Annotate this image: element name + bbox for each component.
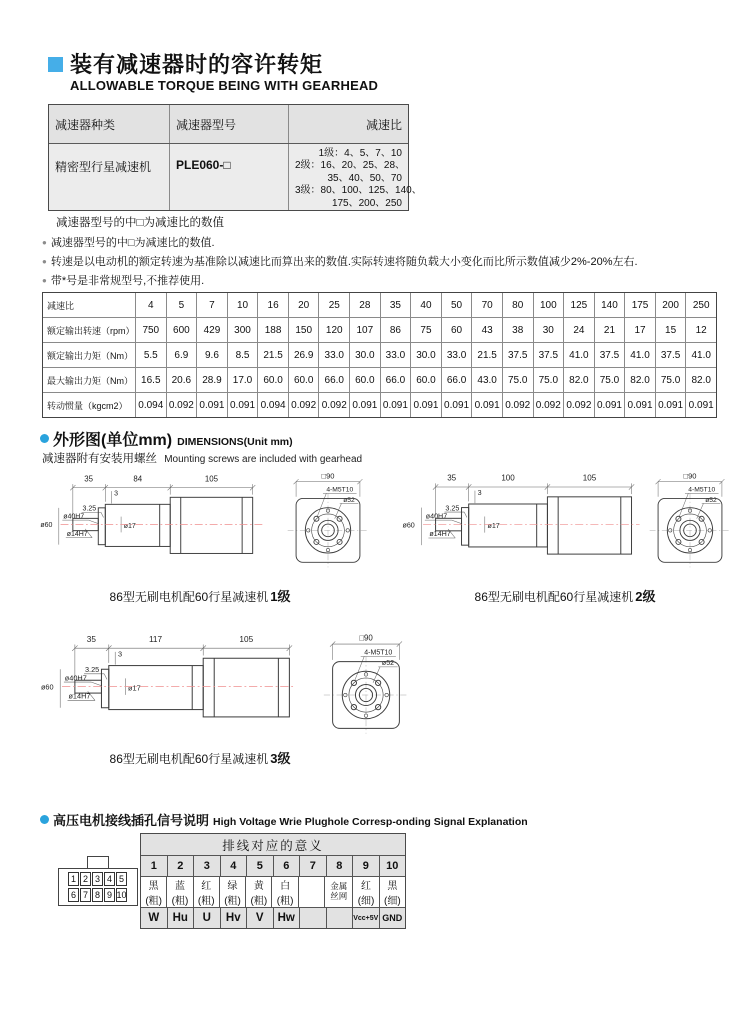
col-header-gearhead-model: 减速器型号 (169, 105, 288, 143)
signal-cell: Hu (167, 908, 194, 928)
spec-cell: 30.0 (410, 343, 441, 367)
spec-row-ratio (43, 293, 716, 317)
dim-mid: ø17 (487, 522, 500, 531)
section-dot-icon (40, 815, 49, 824)
front-view-drawing-stage2 (648, 468, 732, 586)
spec-cell: 30.0 (349, 343, 380, 367)
spec-cell: 10 (227, 293, 258, 317)
wire-color-cell: 蓝(粗) (166, 877, 192, 907)
pinout-row-numbers (141, 855, 405, 876)
spec-cell: 15 (655, 318, 686, 342)
connector-pin: 6 (68, 888, 79, 902)
spec-cell: 75.0 (533, 368, 564, 392)
dim-flange: ø60 (40, 682, 54, 692)
dimensions-note (42, 450, 362, 466)
spec-cell: 33.0 (380, 343, 411, 367)
dim-len1: 35 (86, 634, 96, 644)
dim-step2: 3.25 (82, 505, 97, 513)
dim-len1: 35 (447, 473, 457, 483)
spec-cell: 0.092 (288, 393, 319, 417)
spec-cell: 43 (471, 318, 502, 342)
note-item (42, 272, 638, 291)
wire-color-cell: 绿(粗) (219, 877, 245, 907)
dim-bolt-circle: ø52 (343, 496, 355, 504)
gearhead-table-header (49, 105, 408, 144)
spec-cell: 5.5 (143, 349, 158, 361)
dim-bolt-circle: ø52 (381, 660, 395, 668)
caption-text: 86型无刷电机配60行星减速机 (109, 590, 269, 604)
signal-cell: U (193, 908, 220, 928)
dim-shaft: ø14H7 (68, 691, 91, 701)
spec-row-label: 转动惯量（kgcm2） (43, 393, 136, 417)
note-text: 带*号是非常规型号,不推荐使用. (50, 275, 205, 287)
dim-boss: ø40H7 (64, 673, 87, 683)
section-dot-icon (40, 434, 49, 443)
wire-color-cell: 白(粗) (271, 877, 297, 907)
spec-cell: 0.092 (533, 393, 564, 417)
dim-square: □90 (321, 471, 335, 481)
gearhead-ratio-list (288, 144, 422, 210)
title-square-bullet (48, 57, 63, 72)
spec-cell: 25 (318, 293, 349, 317)
spec-cell: 0.091 (624, 393, 655, 417)
pin-number-cell: 7 (299, 856, 326, 876)
spec-cell: 429 (196, 318, 227, 342)
spec-cell: 28 (349, 293, 380, 317)
bullet-icon: ● (42, 257, 47, 266)
dimensions-heading-zh: 外形图(单位mm) (53, 432, 173, 449)
spec-cells (136, 343, 716, 367)
spec-cell: 75.0 (502, 368, 533, 392)
spec-row-rated-speed (43, 317, 716, 342)
pinout-row-signals (141, 907, 405, 928)
pinout-table-title: 排线对应的意义 (141, 834, 405, 855)
signal-heading-en: High Voltage Wrie Plughole Corresp-onding Signal Explanation (213, 816, 528, 828)
wire-color-cell: 红(细) (352, 877, 378, 907)
page-title-en: ALLOWABLE TORQUE BEING WITH GEARHEAD (70, 78, 379, 93)
signal-cell: Hw (273, 908, 300, 928)
spec-cell: 16 (257, 293, 288, 317)
dim-len3: 105 (204, 474, 219, 484)
spec-cell: 188 (257, 318, 288, 342)
spec-cell: 125 (563, 293, 594, 317)
spec-cell: 20 (288, 293, 319, 317)
pin-number-cell: 5 (246, 856, 273, 876)
pinout-table (140, 833, 406, 929)
spec-cell: 33.0 (318, 343, 349, 367)
wire-color-cell: 黄(粗) (245, 877, 271, 907)
spec-cell: 26.9 (288, 343, 319, 367)
dim-boss: ø40H7 (425, 512, 448, 521)
pin-number-cell: 10 (379, 856, 406, 876)
pin-number-cell: 9 (352, 856, 379, 876)
spec-cell: 75.0 (655, 368, 686, 392)
spec-cell: 6.9 (166, 343, 197, 367)
notes-list (42, 234, 638, 291)
spec-cell: 66.0 (318, 368, 349, 392)
spec-cells (136, 368, 716, 392)
spec-cell: 60.0 (257, 368, 288, 392)
dim-flange: ø60 (40, 522, 53, 530)
spec-cell: 0.094 (138, 399, 164, 411)
spec-cell: 80 (502, 293, 533, 317)
col-header-gearhead-type: 减速器种类 (55, 117, 116, 132)
signal-cell: Vcc+5V (352, 908, 379, 928)
pin-number-cell: 8 (326, 856, 353, 876)
gearhead-series-name: 精密型行星减速机 (55, 160, 152, 174)
spec-cell: 4 (148, 299, 154, 311)
spec-cells (136, 318, 716, 342)
dim-step1: 3 (477, 489, 482, 498)
spec-cell: 21.5 (257, 343, 288, 367)
spec-row-label: 额定输出力矩（Nm） (43, 343, 136, 367)
wire-color-cell: 黑(粗) (141, 877, 166, 907)
spec-cell: 41.0 (624, 343, 655, 367)
wire-color-cell: 黑(细) (379, 877, 405, 907)
spec-cell: 82.0 (624, 368, 655, 392)
spec-cell: 38 (502, 318, 533, 342)
dim-screws: 4-M5T10 (326, 486, 354, 494)
drawing-caption-stage2 (425, 586, 705, 605)
dimensions-heading-en: DIMENSIONS(Unit mm) (177, 436, 293, 448)
front-view-drawing-stage3 (322, 630, 410, 753)
gearhead-table-footnote: 减速器型号的中□为减速比的数值 (56, 217, 224, 229)
spec-cell: 300 (227, 318, 258, 342)
dimensions-note-zh: 减速器附有安装用螺丝 (42, 453, 157, 465)
spec-cell: 17.0 (227, 368, 258, 392)
pinout-row-wire-colors (141, 876, 405, 907)
dim-shaft: ø14H7 (66, 530, 88, 538)
spec-cell: 150 (288, 318, 319, 342)
spec-cell: 175 (624, 293, 655, 317)
spec-cell: 21.5 (471, 343, 502, 367)
dim-len3: 105 (239, 634, 254, 644)
spec-cell: 0.091 (471, 393, 502, 417)
spec-cell: 0.092 (502, 393, 533, 417)
spec-cell: 750 (142, 324, 160, 336)
spec-cell: 0.091 (685, 393, 716, 417)
spec-row-rated-torque (43, 342, 716, 367)
spec-cell: 16.5 (141, 374, 161, 386)
spec-cell: 0.091 (227, 393, 258, 417)
spec-cell: 0.092 (166, 393, 197, 417)
spec-cell: 0.091 (196, 393, 227, 417)
signal-cell (299, 908, 326, 928)
spec-row-label: 减速比 (43, 293, 136, 317)
spec-cell: 7 (196, 293, 227, 317)
spec-cell: 40 (410, 293, 441, 317)
caption-stage: 1级 (270, 589, 291, 604)
connector-pin: 2 (80, 872, 91, 886)
spec-cell: 0.091 (441, 393, 472, 417)
dim-screws: 4-M5T10 (364, 649, 393, 657)
connector-pin: 1 (68, 872, 79, 886)
spec-cell: 12 (685, 318, 716, 342)
dim-screws: 4-M5T10 (688, 486, 716, 494)
spec-cell: 86 (380, 318, 411, 342)
spec-cell: 60.0 (349, 368, 380, 392)
spec-cell: 5 (166, 293, 197, 317)
gearhead-model-number: PLE060-□ (169, 144, 288, 210)
wire-color-cell (298, 877, 324, 907)
spec-row-max-torque (43, 367, 716, 392)
spec-cell: 70 (471, 293, 502, 317)
connector-pin-row-2 (61, 888, 135, 902)
dim-len1: 35 (84, 474, 94, 484)
dim-len3: 105 (582, 473, 597, 483)
dim-mid: ø17 (123, 523, 136, 531)
spec-cell: 50 (441, 293, 472, 317)
spec-cell: 37.5 (655, 343, 686, 367)
signal-heading-zh: 高压电机接线插孔信号说明 (53, 813, 210, 828)
spec-cell: 0.091 (380, 393, 411, 417)
page-title-zh: 装有减速器时的容许转矩 (70, 52, 324, 77)
connector-body (58, 868, 138, 906)
dim-shaft: ø14H7 (429, 530, 451, 539)
pin-number-cell: 4 (220, 856, 247, 876)
connector-pin-row-1 (61, 872, 135, 886)
connector-pin: 5 (116, 872, 127, 886)
pin-number-cell: 6 (273, 856, 300, 876)
ratio-line: 35、40、50、70 (327, 172, 402, 184)
dim-len2: 117 (148, 634, 163, 644)
wire-color-cell: 红(粗) (193, 877, 219, 907)
signal-heading (40, 810, 528, 829)
spec-cell: 41.0 (563, 343, 594, 367)
spec-row-inertia (43, 392, 716, 417)
ratio-line: 3级：80、100、125、140、 (295, 185, 422, 197)
spec-cells (136, 293, 716, 317)
dim-boss: ø40H7 (63, 513, 85, 521)
connector-pin: 7 (80, 888, 91, 902)
spec-cell: 66.0 (380, 368, 411, 392)
spec-cell: 250 (685, 293, 716, 317)
spec-cell: 120 (318, 318, 349, 342)
spec-cell: 41.0 (685, 343, 716, 367)
caption-stage: 2级 (635, 589, 656, 604)
dim-step1: 3 (114, 490, 118, 498)
dim-step2: 3.25 (445, 504, 460, 513)
spec-cell: 0.091 (594, 393, 625, 417)
connector-latch-tab (87, 856, 109, 868)
dim-square: □90 (359, 633, 373, 643)
pin-number-cell: 3 (193, 856, 220, 876)
spec-cell: 60.0 (410, 368, 441, 392)
dimensions-note-en: Mounting screws are included with gearhead (164, 454, 363, 465)
gearhead-table-row (49, 144, 422, 210)
side-view-drawing-stage2 (398, 466, 653, 576)
caption-text: 86型无刷电机配60行星减速机 (109, 752, 269, 766)
front-view-drawing-stage1 (286, 468, 370, 586)
bullet-icon: ● (42, 238, 47, 247)
spec-cell: 9.6 (196, 343, 227, 367)
dimensions-heading (40, 427, 293, 450)
spec-cell: 37.5 (594, 343, 625, 367)
spec-cell: 8.5 (227, 343, 258, 367)
spec-cell: 37.5 (502, 343, 533, 367)
signal-cell: V (246, 908, 273, 928)
side-view-drawing-stage1 (36, 466, 286, 576)
spec-cell: 75 (410, 318, 441, 342)
spec-cell: 0.091 (349, 393, 380, 417)
spec-cell: 100 (533, 293, 564, 317)
connector-diagram (58, 856, 138, 906)
spec-cell: 82.0 (563, 368, 594, 392)
spec-cells (136, 393, 716, 417)
spec-cell: 600 (166, 318, 197, 342)
drawing-caption-stage1 (60, 586, 340, 605)
signal-cell: GND (379, 908, 406, 928)
note-text: 转速是以电动机的额定转速为基准除以减速比而算出来的数值.实际转速将随负载大小变化而比所示数值减少2%-20%左右. (50, 256, 638, 268)
note-item (42, 234, 638, 253)
spec-cell: 33.0 (441, 343, 472, 367)
ratio-line: 175、200、250 (331, 197, 402, 209)
dim-square: □90 (683, 471, 697, 481)
connector-pin: 9 (104, 888, 115, 902)
signal-cell (326, 908, 353, 928)
col-header-reduction-ratio: 减速比 (288, 105, 408, 143)
spec-cell: 28.9 (196, 368, 227, 392)
signal-cell: W (141, 908, 167, 928)
dim-step1: 3 (117, 649, 123, 659)
spec-row-label: 额定输出转速（rpm） (43, 318, 136, 342)
connector-pin: 10 (116, 890, 127, 900)
gearhead-model-table (48, 104, 422, 211)
pin-number-cell: 2 (167, 856, 194, 876)
caption-stage: 3级 (270, 751, 291, 766)
dim-flange: ø60 (402, 521, 415, 530)
dim-step2: 3.25 (84, 665, 100, 674)
spec-cell: 200 (655, 293, 686, 317)
spec-cell: 0.091 (655, 393, 686, 417)
dim-len2: 100 (501, 473, 515, 483)
spec-cell: 37.5 (533, 343, 564, 367)
spec-cell: 0.092 (318, 393, 349, 417)
dim-bolt-circle: ø52 (705, 496, 717, 504)
pin-number-cell: 1 (141, 856, 167, 876)
signal-cell: Hv (220, 908, 247, 928)
spec-cell: 43.0 (471, 368, 502, 392)
bullet-icon: ● (42, 276, 47, 285)
caption-text: 86型无刷电机配60行星减速机 (474, 590, 634, 604)
connector-pin: 4 (104, 872, 115, 886)
spec-row-label: 最大输出力矩（Nm） (43, 368, 136, 392)
spec-cell: 66.0 (441, 368, 472, 392)
note-text: 减速器型号的中□为减速比的数值. (50, 237, 215, 249)
ratio-line: 1级：4、5、7、10 (318, 148, 402, 159)
dim-mid: ø17 (128, 683, 141, 693)
ratio-line: 2级：16、20、25、28、 (295, 160, 406, 172)
spec-cell: 107 (349, 318, 380, 342)
spec-cell: 20.6 (166, 368, 197, 392)
spec-cell: 0.092 (563, 393, 594, 417)
spec-cell: 21 (594, 318, 625, 342)
connector-pin: 3 (92, 872, 103, 886)
spec-cell: 0.094 (257, 393, 288, 417)
spec-cell: 24 (563, 318, 594, 342)
drawing-caption-stage3 (60, 748, 340, 767)
spec-cell: 17 (624, 318, 655, 342)
spec-cell: 0.091 (410, 393, 441, 417)
wire-color-cell: 金属丝网 (324, 877, 352, 907)
dim-len2: 84 (133, 474, 143, 484)
spec-cell: 75.0 (594, 368, 625, 392)
spec-table (42, 292, 717, 418)
note-item (42, 253, 638, 272)
spec-cell: 30 (533, 318, 564, 342)
spec-cell: 35 (380, 293, 411, 317)
connector-pin: 8 (92, 888, 103, 902)
spec-cell: 60.0 (288, 368, 319, 392)
spec-cell: 82.0 (685, 368, 716, 392)
side-view-drawing-stage3 (36, 628, 298, 738)
spec-cell: 140 (594, 293, 625, 317)
spec-cell: 60 (441, 318, 472, 342)
